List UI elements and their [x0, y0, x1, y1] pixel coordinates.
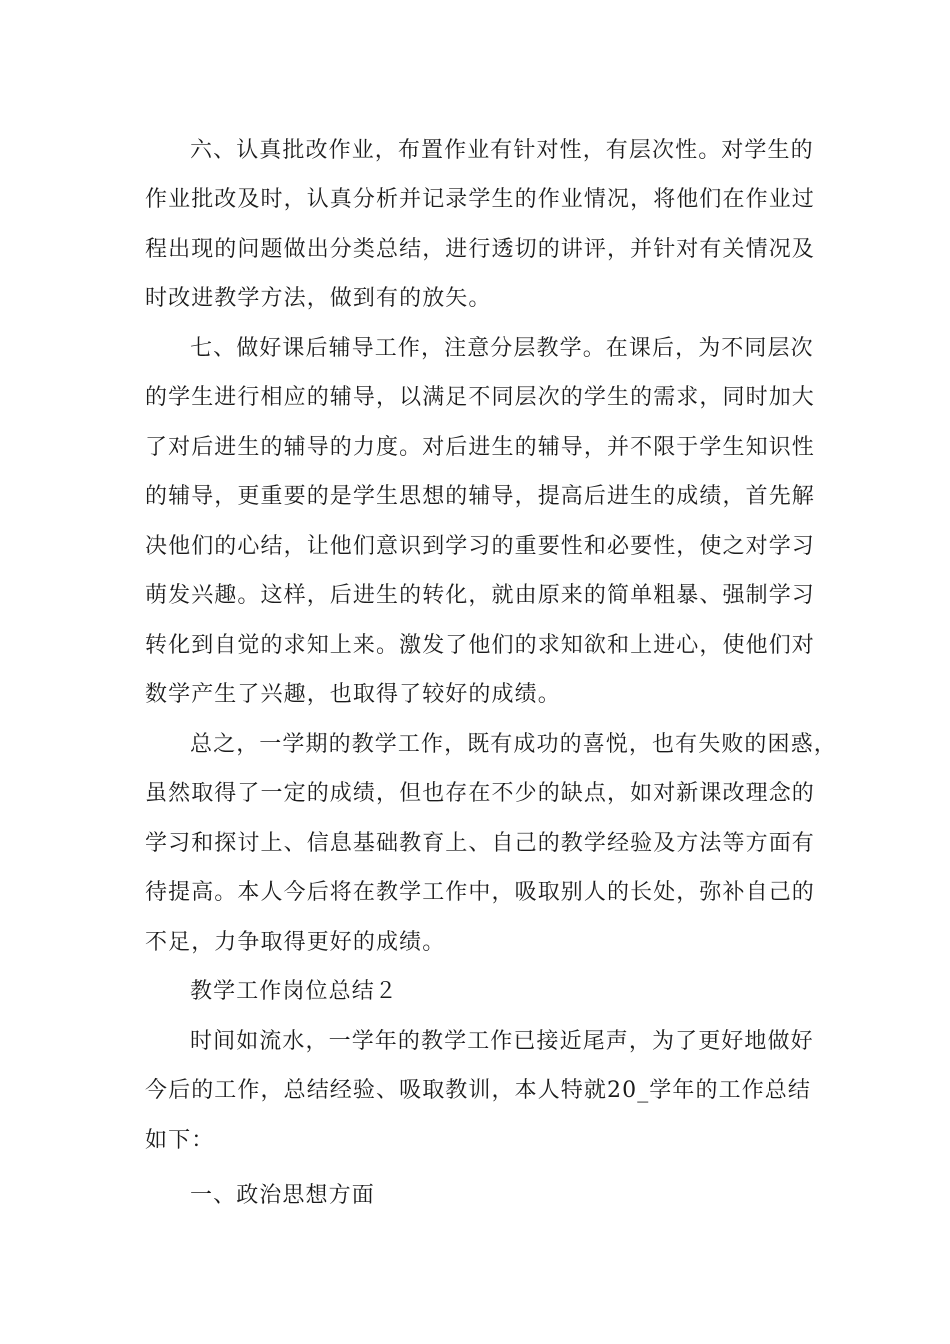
summary-line-1: 总之，一学期的教学工作，既有成功的喜悦，也有失败的困惑，	[190, 732, 837, 757]
subsection-heading-1: 一、政治思想方面	[190, 1183, 375, 1208]
intro-line-2: 今后的工作，总结经验、吸取教训，本人特就20_学年的工作总结	[145, 1078, 811, 1103]
paragraph-7-line-6: 萌发兴趣。这样，后进生的转化，就由原来的简单粗暴、强制学习	[145, 583, 815, 608]
paragraph-7-line-8: 数学产生了兴趣，也取得了较好的成绩。	[145, 682, 561, 707]
paragraph-7-line-2: 的学生进行相应的辅导，以满足不同层次的学生的需求，同时加大	[145, 385, 815, 410]
summary-line-2: 虽然取得了一定的成绩，但也存在不少的缺点，如对新课改理念的	[145, 781, 815, 806]
paragraph-7-line-1: 七、做好课后辅导工作，注意分层教学。在课后，为不同层次	[190, 336, 814, 361]
paragraph-7-line-4: 的辅导，更重要的是学生思想的辅导，提高后进生的成绩，首先解	[145, 484, 815, 509]
paragraph-7-line-3: 了对后进生的辅导的力度。对后进生的辅导，并不限于学生知识性	[145, 435, 815, 460]
paragraph-6-line-4: 时改进教学方法，做到有的放矢。	[145, 286, 492, 311]
summary-line-4: 待提高。本人今后将在教学工作中，吸取别人的长处，弥补自己的	[145, 880, 815, 905]
section-heading-2: 教学工作岗位总结２	[190, 979, 398, 1004]
paragraph-6-line-2: 作业批改及时，认真分析并记录学生的作业情况，将他们在作业过	[145, 187, 815, 212]
paragraph-6-line-3: 程出现的问题做出分类总结，进行透切的讲评，并针对有关情况及	[145, 237, 815, 262]
paragraph-7-line-5: 决他们的心结，让他们意识到学习的重要性和必要性，使之对学习	[145, 534, 815, 559]
summary-line-3: 学习和探讨上、信息基础教育上、自己的教学经验及方法等方面有	[145, 831, 815, 856]
summary-line-5: 不足，力争取得更好的成绩。	[145, 930, 446, 955]
intro-line-1: 时间如流水，一学年的教学工作已接近尾声，为了更好地做好	[190, 1029, 814, 1054]
intro-line-3: 如下：	[145, 1128, 215, 1153]
paragraph-7-line-7: 转化到自觉的求知上来。激发了他们的求知欲和上进心，使他们对	[145, 633, 815, 658]
paragraph-6-line-1: 六、认真批改作业，布置作业有针对性，有层次性。对学生的	[190, 138, 814, 163]
